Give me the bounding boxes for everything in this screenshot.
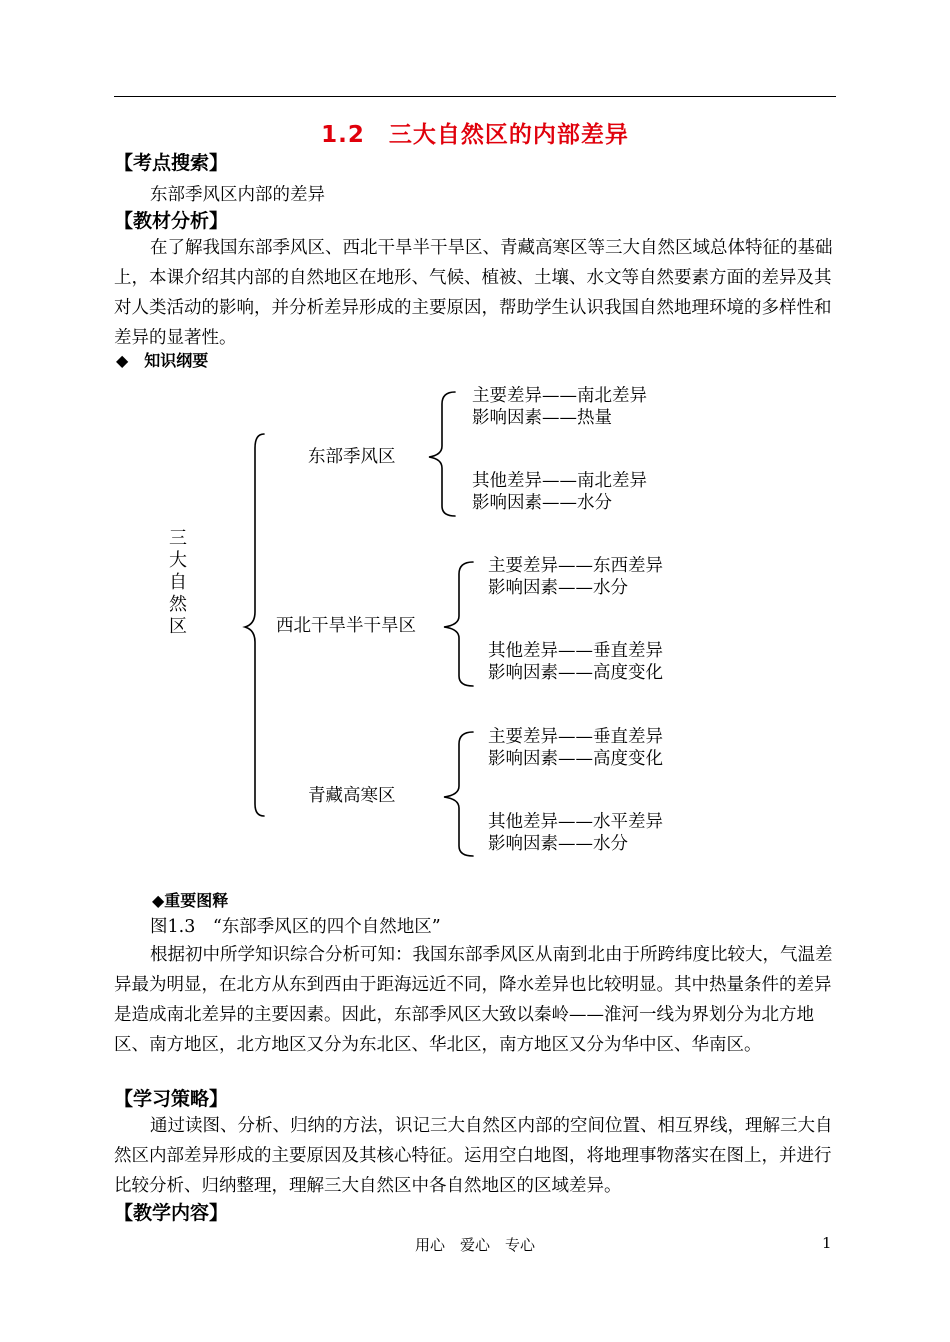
region-2-item-2-line-1: 其他差异——垂直差异 [488,641,663,661]
heading-tushi: ◆重要图释 [152,891,229,910]
region-1-item-1-line-2: 影响因素——热量 [472,408,612,428]
heading-jiaocai: 【教材分析】 [114,210,229,232]
region-2-item-1 [488,555,663,599]
outline-brace-region-3 [444,732,473,856]
outline-brace-region-1 [429,392,455,516]
heading-kaodian: 【考点搜索】 [114,152,229,174]
kaodian-text: 东部季风区内部的差异 [150,185,325,205]
footer-motto: 用心 爱心 专心 [414,1236,535,1254]
tushi-paragraph: 根据初中所学知识综合分析可知：我国东部季风区从南到北由于所跨纬度比较大，气温差异最为明显，在北方从东到西由于距海远近不同，降水差异也比较明显。其中热量条件的差异是造成南北差异的主要因素。因此，东部季风区大致以秦岭——淮河一线为界划分为北方地区、南方地区，北方地区又分为东北区、华北区，南方地区又分为华中区、华南区。 [114,945,833,1055]
heading-celue: 【学习策略】 [114,1088,229,1110]
region-1-item-1 [472,385,647,429]
region-1-item-2 [472,470,647,514]
region-eastern-monsoon: 东部季风区 [308,447,396,467]
outline-root: 三大自然区 [169,528,187,637]
region-1-item-1-line-1: 主要差异——南北差异 [472,386,647,406]
region-3-item-2 [488,811,663,855]
outline-brace-region-2 [444,562,473,686]
region-2-item-2 [488,640,663,684]
region-3-item-1-line-1: 主要差异——垂直差异 [488,727,663,747]
figure-caption: 图1.3 “东部季风区的四个自然地区” [150,917,441,937]
page-title: 1.2 三大自然区的内部差异 [321,122,629,148]
region-3-item-2-line-1: 其他差异——水平差异 [488,812,663,832]
region-2-item-1-line-2: 影响因素——水分 [488,578,628,598]
jiaocai-paragraph: 在了解我国东部季风区、西北干旱半干旱区、青藏高寒区等三大自然区域总体特征的基础上，本课介绍其内部的自然地区在地形、气候、植被、土壤、水文等自然要素方面的差异及其对人类活动的影响，并分析差异形成的主要原因，帮助学生认识我国自然地理环境的多样性和差异的显著性。 [114,238,833,348]
region-3-item-1-line-2: 影响因素——高度变化 [488,749,663,769]
celue-paragraph: 通过读图、分析、归纳的方法，识记三大自然区内部的空间位置、相互界线，理解三大自然区内部差异形成的主要原因及其核心特征。运用空白地图，将地理事物落实在图上，并进行比较分析、归纳整理，理解三大自然区中各自然地区的区域差异。 [114,1116,833,1196]
region-northwest-arid: 西北干旱半干旱区 [276,616,416,636]
region-3-item-1 [488,726,663,770]
region-qingzang: 青藏高寒区 [308,786,396,806]
region-2-item-2-line-2: 影响因素——高度变化 [488,663,663,683]
region-1-item-2-line-2: 影响因素——水分 [472,493,612,513]
region-3-item-2-line-2: 影响因素——水分 [488,834,628,854]
region-2-item-1-line-1: 主要差异——东西差异 [488,556,663,576]
outline-brace-root [245,434,264,816]
heading-neirong: 【教学内容】 [114,1202,229,1224]
page-number: 1 [822,1234,832,1252]
heading-outline: ◆ 知识纲要 [116,351,209,370]
region-1-item-2-line-1: 其他差异——南北差异 [472,471,647,491]
